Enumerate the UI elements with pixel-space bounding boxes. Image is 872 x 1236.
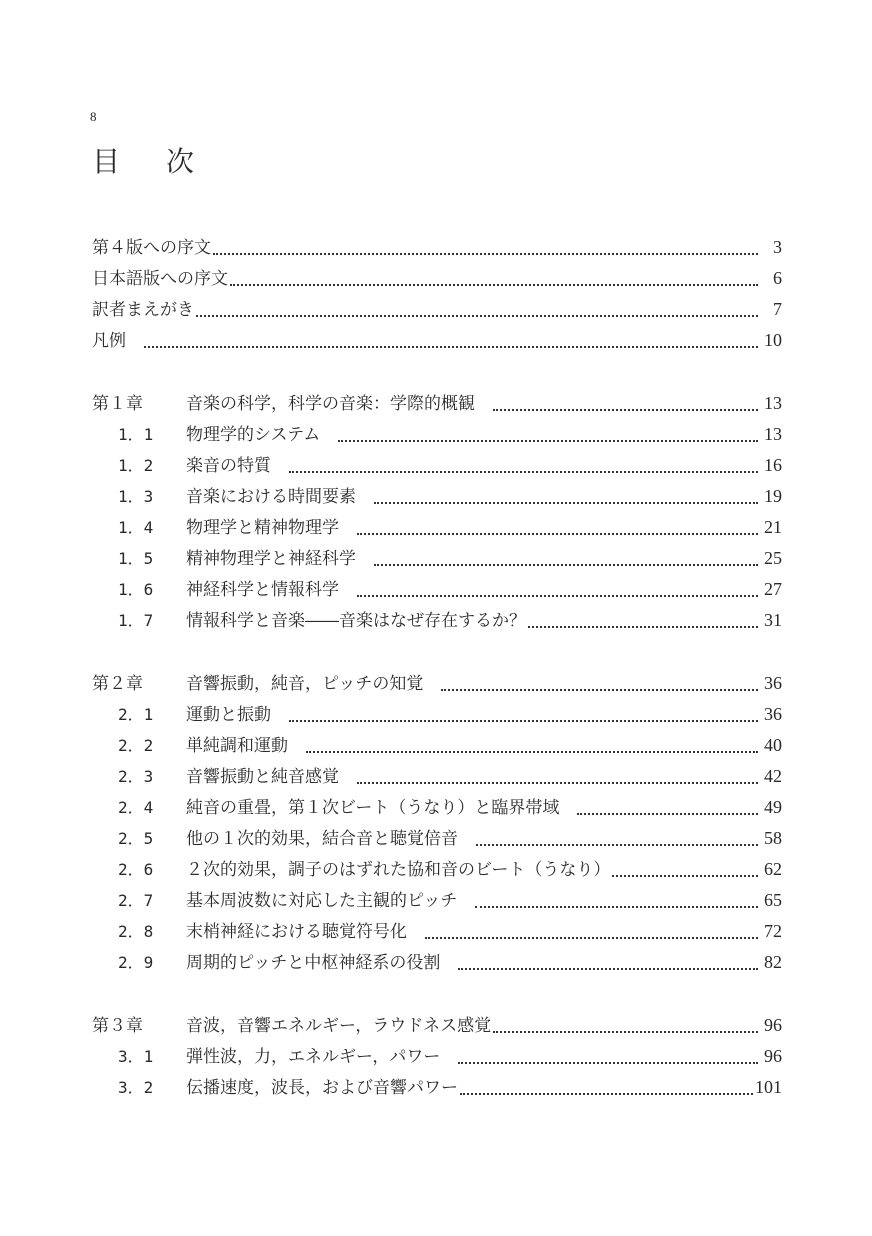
page-number: 8 (90, 109, 97, 124)
entry-page: 36 (764, 704, 782, 724)
section-number: 1．4 (118, 518, 154, 537)
entry-page: 96 (764, 1015, 782, 1035)
toc-section[interactable] (92, 1042, 782, 1073)
title-char-2: 次 (166, 145, 195, 178)
section-number: 3．2 (118, 1078, 154, 1097)
dot-leader (441, 689, 758, 691)
section-title: 情報科学と音楽――音楽はなぜ存在するか？ (186, 611, 526, 631)
chapter-number: 第１章 (92, 394, 143, 414)
entry-page: 16 (764, 455, 782, 475)
entry-page: 40 (764, 735, 782, 755)
section-number: 1．5 (118, 549, 154, 568)
section-number: 2．7 (118, 891, 154, 910)
section-title: 音楽における時間要素 (186, 487, 356, 507)
dot-leader (425, 937, 758, 939)
section-number: 2．6 (118, 860, 154, 879)
toc-section[interactable] (92, 420, 782, 451)
toc-entry-preface-japanese[interactable] (92, 264, 782, 295)
toc-entry-translator-preface[interactable] (92, 295, 782, 326)
entry-page: 42 (764, 766, 782, 786)
dot-leader (493, 409, 758, 411)
dot-leader (144, 346, 758, 348)
toc-section[interactable] (92, 824, 782, 855)
toc-section[interactable] (92, 731, 782, 762)
entry-page: 31 (764, 610, 782, 630)
chapter-number: 第３章 (92, 1016, 143, 1036)
section-title: 末梢神経における聴覚符号化 (186, 922, 407, 942)
toc-section[interactable] (92, 1073, 782, 1104)
toc-section[interactable] (92, 544, 782, 575)
dot-leader (230, 284, 758, 286)
section-number: 2．8 (118, 922, 154, 941)
dot-leader (374, 502, 758, 504)
dot-leader (577, 813, 758, 815)
entry-page: 49 (764, 797, 782, 817)
dot-leader (458, 1062, 758, 1064)
chapter-number: 第２章 (92, 674, 143, 694)
entry-page: 82 (764, 952, 782, 972)
table-of-contents (92, 233, 782, 1104)
toc-section[interactable] (92, 482, 782, 513)
toc-chapter-1[interactable] (92, 389, 782, 420)
entry-page: 96 (764, 1046, 782, 1066)
dot-leader (612, 875, 758, 877)
dot-leader (460, 1093, 753, 1095)
entry-page: 62 (764, 859, 782, 879)
dot-leader (289, 471, 758, 473)
toc-section[interactable] (92, 855, 782, 886)
entry-label: 凡例 (92, 331, 126, 351)
section-number: 1．6 (118, 580, 154, 599)
page-title (92, 140, 194, 180)
toc-chapter-2[interactable] (92, 669, 782, 700)
entry-page: 58 (764, 828, 782, 848)
dot-leader (196, 315, 758, 317)
entry-page: 13 (764, 424, 782, 444)
dot-leader (357, 782, 758, 784)
dot-leader (289, 720, 758, 722)
toc-section[interactable] (92, 886, 782, 917)
dot-leader (357, 533, 758, 535)
toc-section[interactable] (92, 917, 782, 948)
toc-section[interactable] (92, 762, 782, 793)
chapter-title: 音波，音響エネルギー，ラウドネス感覚 (186, 1016, 492, 1036)
section-title: 単純調和運動 (186, 736, 288, 756)
section-title: 音響振動と純音感覚 (186, 767, 339, 787)
entry-page: 7 (773, 299, 782, 319)
section-title: 他の１次的効果，結合音と聴覚倍音 (186, 829, 458, 849)
section-title: 基本周波数に対応した主観的ピッチ (186, 891, 458, 911)
title-char-1: 目 (92, 145, 121, 178)
entry-page: 13 (764, 393, 782, 413)
dot-leader (374, 564, 758, 566)
entry-page: 6 (773, 268, 782, 288)
entry-page: 25 (764, 548, 782, 568)
section-title: 伝播速度，波長，および音響パワー (186, 1078, 458, 1098)
section-number: 2．3 (118, 767, 154, 786)
dot-leader (528, 626, 758, 628)
dot-leader (458, 968, 758, 970)
section-title: ２次的効果，調子のはずれた協和音のビート（うなり） (186, 860, 611, 880)
toc-entry-preface-4th[interactable] (92, 233, 782, 264)
toc-section[interactable] (92, 700, 782, 731)
dot-leader (338, 440, 758, 442)
entry-page: 101 (755, 1077, 782, 1097)
entry-page: 27 (764, 579, 782, 599)
chapter-title: 音響振動，純音，ピッチの知覚 (186, 674, 424, 694)
section-number: 1．1 (118, 425, 154, 444)
toc-section[interactable] (92, 606, 782, 637)
entry-page: 36 (764, 673, 782, 693)
dot-leader (475, 906, 758, 908)
toc-section[interactable] (92, 948, 782, 979)
section-number: 2．9 (118, 953, 154, 972)
entry-page: 3 (773, 237, 782, 257)
dot-leader (476, 844, 758, 846)
section-number: 3．1 (118, 1047, 154, 1066)
section-number: 1．3 (118, 487, 154, 506)
toc-section[interactable] (92, 451, 782, 482)
entry-page: 21 (764, 517, 782, 537)
section-title: 物理学と精神物理学 (186, 518, 339, 538)
dot-leader (493, 1031, 758, 1033)
section-number: 1．7 (118, 611, 154, 630)
section-title: 物理学的システム (186, 425, 321, 445)
section-title: 純音の重畳，第１次ビート（うなり）と臨界帯域 (186, 798, 560, 818)
toc-entry-notes[interactable] (92, 326, 782, 357)
entry-page: 10 (764, 330, 782, 350)
section-title: 運動と振動 (186, 705, 271, 725)
section-title: 楽音の特質 (186, 456, 271, 476)
toc-section[interactable] (92, 513, 782, 544)
entry-page: 72 (764, 921, 782, 941)
entry-label: 第４版への序文 (92, 238, 211, 258)
section-title: 神経科学と情報科学 (186, 580, 339, 600)
section-title: 弾性波，力，エネルギー，パワー (186, 1047, 441, 1067)
dot-leader (306, 751, 758, 753)
entry-label: 訳者まえがき (92, 300, 194, 320)
entry-label: 日本語版への序文 (92, 269, 228, 289)
section-number: 2．4 (118, 798, 154, 817)
entry-page: 65 (764, 890, 782, 910)
entry-page: 19 (764, 486, 782, 506)
section-title: 精神物理学と神経科学 (186, 549, 356, 569)
section-number: 1．2 (118, 456, 154, 475)
toc-chapter-3[interactable] (92, 1011, 782, 1042)
section-number: 2．2 (118, 736, 154, 755)
dot-leader (213, 253, 758, 255)
section-title: 周期的ピッチと中枢神経系の役割 (186, 953, 441, 973)
section-number: 2．1 (118, 705, 154, 724)
chapter-title: 音楽の科学，科学の音楽：学際的概観 (186, 394, 475, 414)
section-number: 2．5 (118, 829, 154, 848)
dot-leader (357, 595, 758, 597)
toc-section[interactable] (92, 793, 782, 824)
toc-section[interactable] (92, 575, 782, 606)
